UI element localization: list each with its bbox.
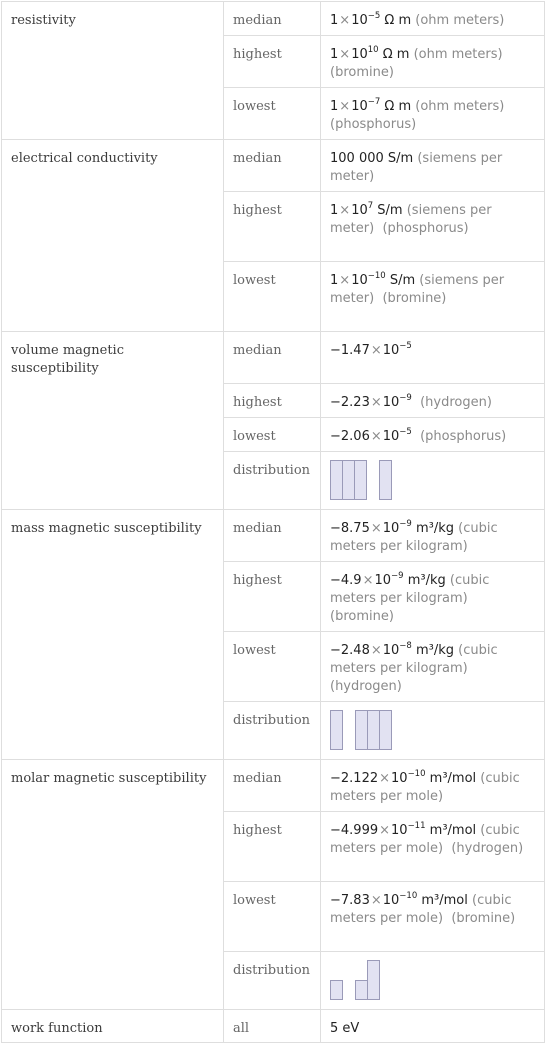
statistic-label: lowest [224, 632, 321, 702]
statistic-value [321, 882, 545, 952]
value-coefficient: −1.47 [330, 343, 370, 358]
property-row [2, 332, 545, 384]
property-name: molar magnetic susceptibility [2, 760, 224, 1010]
property-name: electrical conductivity [2, 140, 224, 332]
value-unit: S/m [377, 203, 403, 218]
unit-description: (siemens per meter) [330, 151, 503, 184]
property-name: mass magnetic susceptibility [2, 510, 224, 760]
statistic-label: median [224, 140, 321, 192]
value-coefficient: 1 [330, 99, 339, 114]
statistic-label: all [224, 1010, 321, 1043]
value-base-ten: 10 [391, 771, 408, 786]
times-symbol: × [362, 573, 374, 588]
value-coefficient: 1 [330, 13, 339, 28]
value-unit: m³/mol [421, 893, 468, 908]
property-name: work function [2, 1010, 224, 1043]
value-exponent: −7 [367, 96, 381, 107]
value-exponent: −10 [407, 768, 426, 779]
value-exponent: 10 [367, 44, 379, 55]
value-coefficient: 1 [330, 273, 339, 288]
value-number: 100 000 [330, 151, 384, 166]
statistic-value [321, 332, 545, 384]
statistic-label: distribution [224, 702, 321, 760]
statistic-label: highest [224, 812, 321, 882]
property-row [2, 510, 545, 562]
value-unit: S/m [387, 151, 414, 166]
statistic-label: highest [224, 192, 321, 262]
element-name: (phosphorus) [330, 117, 417, 132]
value-expression [330, 392, 412, 410]
value-base-ten: 10 [351, 13, 368, 28]
value-exponent: −9 [391, 570, 404, 581]
value-expression [330, 200, 403, 218]
statistic-value [321, 952, 545, 1010]
histogram-bar [330, 980, 343, 1000]
statistic-label: lowest [224, 882, 321, 952]
value-base-ten: 10 [382, 643, 400, 658]
element-name: (phosphorus) [382, 221, 469, 236]
distribution-histogram [330, 710, 535, 750]
value-unit: Ω m [384, 99, 412, 114]
value-unit: m³/mol [429, 771, 477, 786]
statistic-label: highest [224, 36, 321, 88]
value-unit: m³/mol [429, 823, 477, 838]
value-exponent: −11 [407, 820, 426, 831]
property-name: resistivity [2, 2, 224, 140]
unit-description: (cubic meters per mole) [330, 771, 520, 804]
distribution-histogram [330, 460, 535, 500]
times-symbol: × [370, 429, 382, 444]
times-symbol: × [339, 47, 351, 62]
properties-table-body [2, 2, 545, 1043]
statistic-value [321, 418, 545, 452]
property-name: volume magnetic susceptibility [2, 332, 224, 510]
value-unit: m³/kg [407, 573, 446, 588]
unit-description: (cubic meters per mole) [330, 823, 520, 856]
value-base-ten: 10 [382, 521, 400, 536]
value-coefficient: −4.999 [330, 823, 379, 838]
statistic-value [321, 632, 545, 702]
statistic-label: median [224, 760, 321, 812]
value-expression [330, 1021, 359, 1036]
statistic-label: highest [224, 562, 321, 632]
value-coefficient: −2.06 [330, 429, 370, 444]
value-expression [330, 426, 412, 444]
value-coefficient: −2.23 [330, 395, 370, 410]
times-symbol: × [379, 823, 391, 838]
statistic-value [321, 384, 545, 418]
value-coefficient: 1 [330, 203, 339, 218]
element-name: (bromine) [330, 609, 394, 624]
times-symbol: × [339, 203, 351, 218]
value-coefficient: 1 [330, 47, 339, 62]
statistic-value [321, 510, 545, 562]
value-exponent: −10 [399, 890, 418, 901]
value-unit: Ω m [382, 47, 410, 62]
times-symbol: × [339, 13, 351, 28]
unit-description: (cubic meters per kilogram) [330, 643, 498, 676]
value-base-ten: 10 [382, 429, 400, 444]
statistic-value [321, 562, 545, 632]
value-exponent: −9 [399, 392, 412, 403]
value-unit: m³/kg [415, 521, 455, 536]
histogram-bar [367, 960, 380, 1000]
properties-table [1, 1, 545, 1043]
value-expression [330, 340, 412, 358]
value-exponent: 7 [367, 200, 374, 211]
unit-description: (ohm meters) [413, 47, 503, 62]
statistic-label: distribution [224, 952, 321, 1010]
statistic-value [321, 88, 545, 140]
value-coefficient: −2.122 [330, 771, 379, 786]
histogram-bar [354, 460, 367, 500]
unit-description: (siemens per meter) [330, 273, 505, 306]
statistic-value [321, 702, 545, 760]
property-row [2, 1010, 545, 1043]
property-row [2, 2, 545, 36]
times-symbol: × [339, 273, 351, 288]
value-base-ten: 10 [351, 99, 368, 114]
value-coefficient: −2.48 [330, 643, 370, 658]
distribution-histogram [330, 960, 535, 1000]
value-exponent: −5 [399, 426, 412, 437]
value-unit: S/m [389, 273, 416, 288]
value-expression [330, 890, 468, 908]
unit-description: (cubic meters per mole) [330, 893, 512, 926]
statistic-label: lowest [224, 262, 321, 332]
statistic-label: median [224, 2, 321, 36]
value-base-ten: 10 [351, 203, 368, 218]
value-exponent: −10 [367, 270, 386, 281]
value-base-ten: 10 [382, 395, 400, 410]
value-base-ten: 10 [382, 893, 400, 908]
histogram-bar [379, 460, 392, 500]
statistic-value [321, 192, 545, 262]
value-expression [330, 768, 477, 786]
value-unit: eV [342, 1021, 360, 1036]
value-expression [330, 518, 455, 536]
unit-description: (siemens per meter) [330, 203, 492, 236]
histogram-gap [342, 999, 355, 1000]
element-name: (hydrogen) [330, 679, 402, 694]
value-expression [330, 820, 477, 838]
statistic-label: median [224, 332, 321, 384]
unit-description: (cubic meters per kilogram) [330, 573, 490, 606]
times-symbol: × [370, 893, 382, 908]
value-unit: Ω m [384, 13, 412, 28]
times-symbol: × [370, 521, 382, 536]
times-symbol: × [370, 643, 382, 658]
value-expression [330, 10, 412, 28]
value-exponent: −5 [399, 340, 412, 351]
statistic-value [321, 140, 545, 192]
times-symbol: × [339, 99, 351, 114]
statistic-value [321, 452, 545, 510]
unit-description: (ohm meters) [415, 99, 505, 114]
element-name: (bromine) [451, 911, 516, 926]
value-exponent: −9 [399, 518, 412, 529]
value-base-ten: 10 [382, 343, 400, 358]
statistic-value [321, 262, 545, 332]
statistic-label: lowest [224, 418, 321, 452]
histogram-gap [342, 749, 355, 750]
value-expression [330, 44, 410, 62]
value-number: 5 [330, 1021, 339, 1036]
times-symbol: × [370, 343, 382, 358]
value-base-ten: 10 [374, 573, 392, 588]
times-symbol: × [370, 395, 382, 410]
statistic-label: distribution [224, 452, 321, 510]
element-name: (bromine) [330, 65, 394, 80]
value-unit: m³/kg [415, 643, 455, 658]
value-expression [330, 640, 455, 658]
value-expression [330, 151, 413, 166]
statistic-label: median [224, 510, 321, 562]
statistic-value [321, 812, 545, 882]
value-coefficient: −7.83 [330, 893, 370, 908]
value-base-ten: 10 [351, 47, 368, 62]
statistic-value [321, 36, 545, 88]
statistic-label: highest [224, 384, 321, 418]
value-expression [330, 570, 446, 588]
value-expression [330, 270, 416, 288]
value-coefficient: −4.9 [330, 573, 362, 588]
property-row [2, 760, 545, 812]
statistic-value [321, 2, 545, 36]
statistic-value [321, 760, 545, 812]
value-base-ten: 10 [391, 823, 408, 838]
element-name: (phosphorus) [420, 429, 507, 444]
element-name: (hydrogen) [420, 395, 492, 410]
histogram-gap [366, 499, 379, 500]
value-exponent: −8 [399, 640, 412, 651]
value-exponent: −5 [367, 10, 381, 21]
histogram-bar [379, 710, 392, 750]
element-name: (bromine) [382, 291, 447, 306]
value-expression [330, 96, 412, 114]
times-symbol: × [379, 771, 391, 786]
property-row [2, 140, 545, 192]
unit-description: (cubic meters per kilogram) [330, 521, 498, 554]
statistic-label: lowest [224, 88, 321, 140]
element-name: (hydrogen) [451, 841, 524, 856]
histogram-bar [330, 710, 343, 750]
unit-description: (ohm meters) [415, 13, 505, 28]
value-coefficient: −8.75 [330, 521, 370, 536]
value-base-ten: 10 [351, 273, 368, 288]
statistic-value [321, 1010, 545, 1043]
